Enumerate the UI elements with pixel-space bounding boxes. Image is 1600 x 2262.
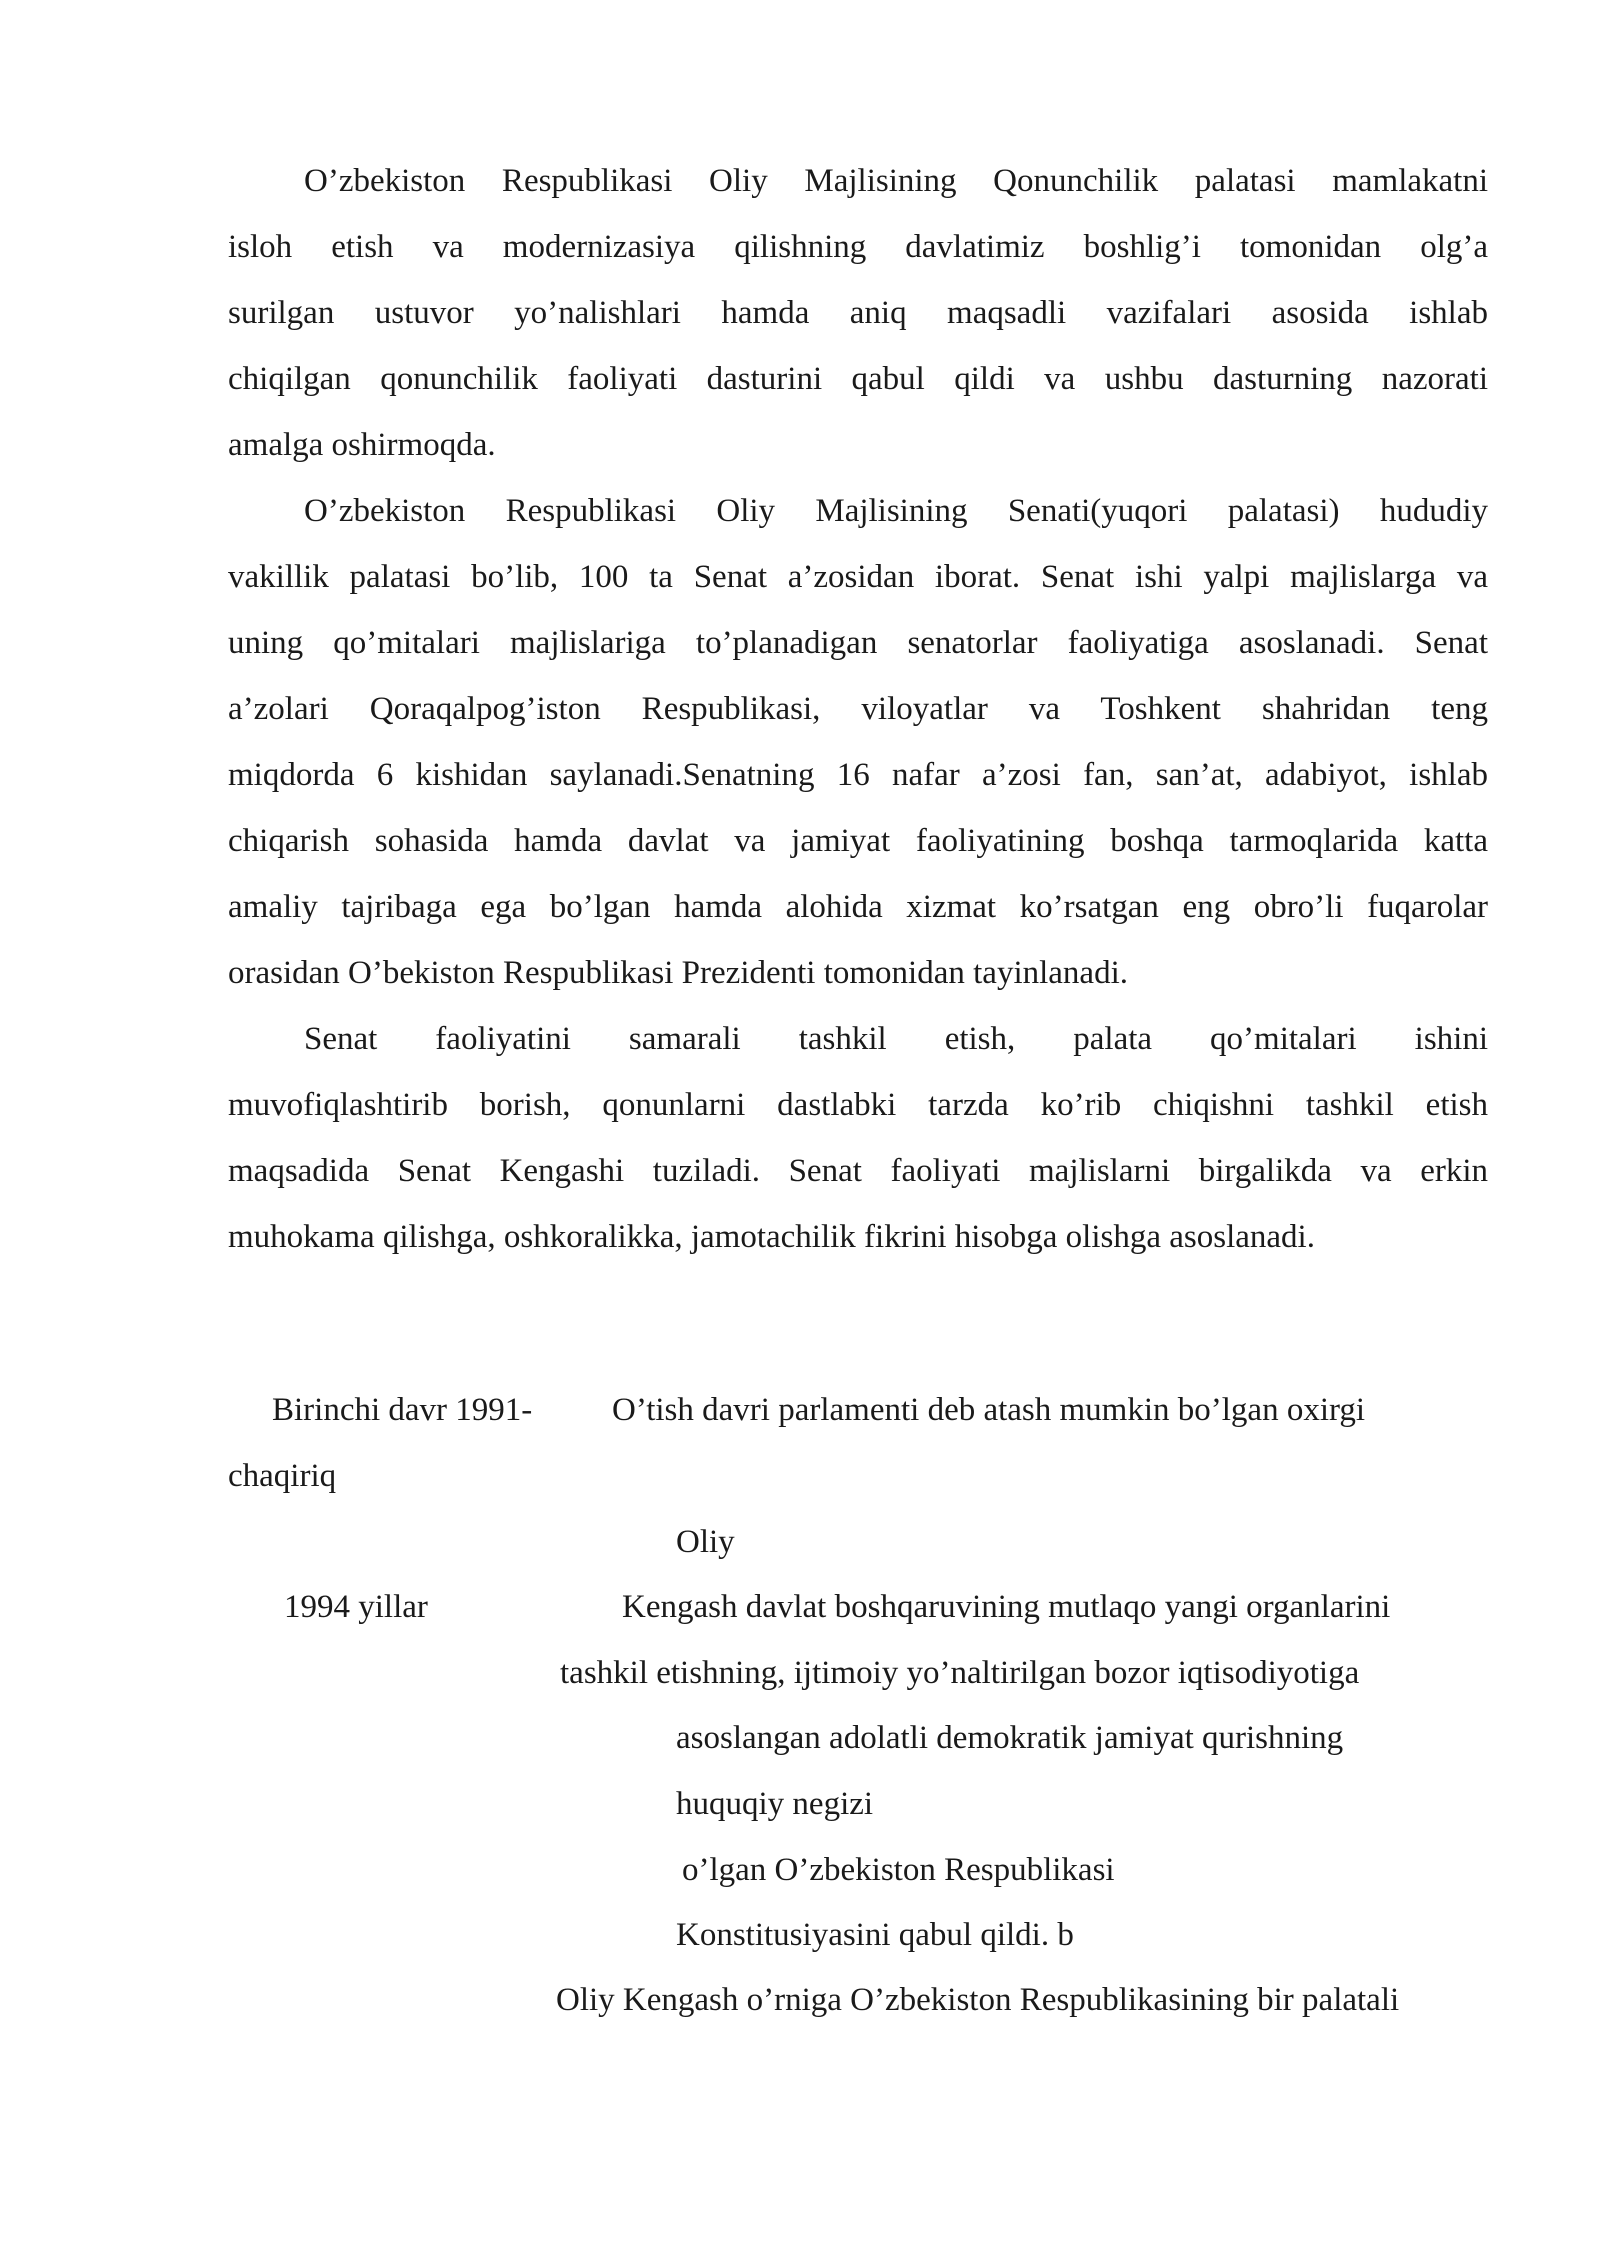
text-line: O’zbekiston Respublikasi Oliy Majlisining Senati(yuqori palatasi) hududiy [304,493,1488,529]
paragraph-qonunchilik-palatasi [228,148,1488,478]
text-line: uning qo’mitalari majlislariga to’planadigan senatorlar faoliyatiga asoslanadi. Senat [228,625,1488,661]
text-line: surilgan ustuvor yo’nalishlari hamda aniq maqsadli vazifalari asosida ishlab [228,295,1488,331]
text-line: vakillik palatasi bo’lib, 100 ta Senat a’zosidan iborat. Senat ishi yalpi majlislarga va [228,559,1488,595]
period-description-line: huquqiy negizi [676,1786,874,1822]
text-line: miqdorda 6 kishidan saylanadi.Senatning 16 nafar a’zosi fan, san’at, adabiyot, ishlab [228,757,1488,793]
text-line: maqsadida Senat Kengashi tuziladi. Senat faoliyati majlislarni birgalikda va erkin [228,1153,1488,1189]
document-body [228,148,1488,1270]
period-description-line: tashkil etishning, ijtimoiy yo’naltirilgan bozor iqtisodiyotiga [560,1655,1360,1691]
period-description-line: Kengash davlat boshqaruvining mutlaqo yangi organlarini [622,1589,1391,1625]
period-description-line: O’tish davri parlamenti deb atash mumkin bo’lgan oxirgi [612,1392,1366,1428]
period-description-line: Oliy [676,1524,735,1560]
period-description-line: o’lgan O’zbekiston Respublikasi [682,1852,1115,1888]
text-line: O’zbekiston Respublikasi Oliy Majlisining Qonunchilik palatasi mamlakatni [304,163,1488,199]
period-label: Birinchi davr 1991- [272,1392,533,1428]
text-line: a’zolari Qoraqalpog’iston Respublikasi, viloyatlar va Toshkent shahridan teng [228,691,1488,727]
paragraph-senat [228,478,1488,1006]
text-line: muhokama qilishga, oshkoralikka, jamotachilik fikrini hisobga olishga asoslanadi. [228,1219,1315,1255]
period-label-continued: chaqiriq [228,1458,337,1494]
text-line: amaliy tajribaga ega bo’lgan hamda alohida xizmat ko’rsatgan eng obro’li fuqarolar [228,889,1488,925]
text-line: muvofiqlashtirib borish, qonunlarni dastlabki tarzda ko’rib chiqishni tashkil etish [228,1087,1488,1123]
text-line: isloh etish va modernizasiya qilishning davlatimiz boshlig’i tomonidan olg’a [228,229,1488,265]
text-line: chiqarish sohasida hamda davlat va jamiyat faoliyatining boshqa tarmoqlarida katta [228,823,1488,859]
period-years: 1994 yillar [284,1589,428,1625]
text-line: Senat faoliyatini samarali tashkil etish, palata qo’mitalari ishini [304,1021,1488,1057]
period-description-line: Oliy Kengash o’rniga O’zbekiston Respublikasining bir palatali [556,1982,1400,2018]
period-description-line: asoslangan adolatli demokratik jamiyat qurishning [676,1720,1344,1756]
paragraph-senat-kengashi [228,1006,1488,1270]
period-description-line: Konstitusiyasini qabul qildi. b [676,1917,1074,1953]
text-line: amalga oshirmoqda. [228,427,496,463]
text-line: chiqilgan qonunchilik faoliyati dasturini qabul qildi va ushbu dasturning nazorati [228,361,1488,397]
text-line: orasidan O’bekiston Respublikasi Prezidenti tomonidan tayinlanadi. [228,955,1128,991]
